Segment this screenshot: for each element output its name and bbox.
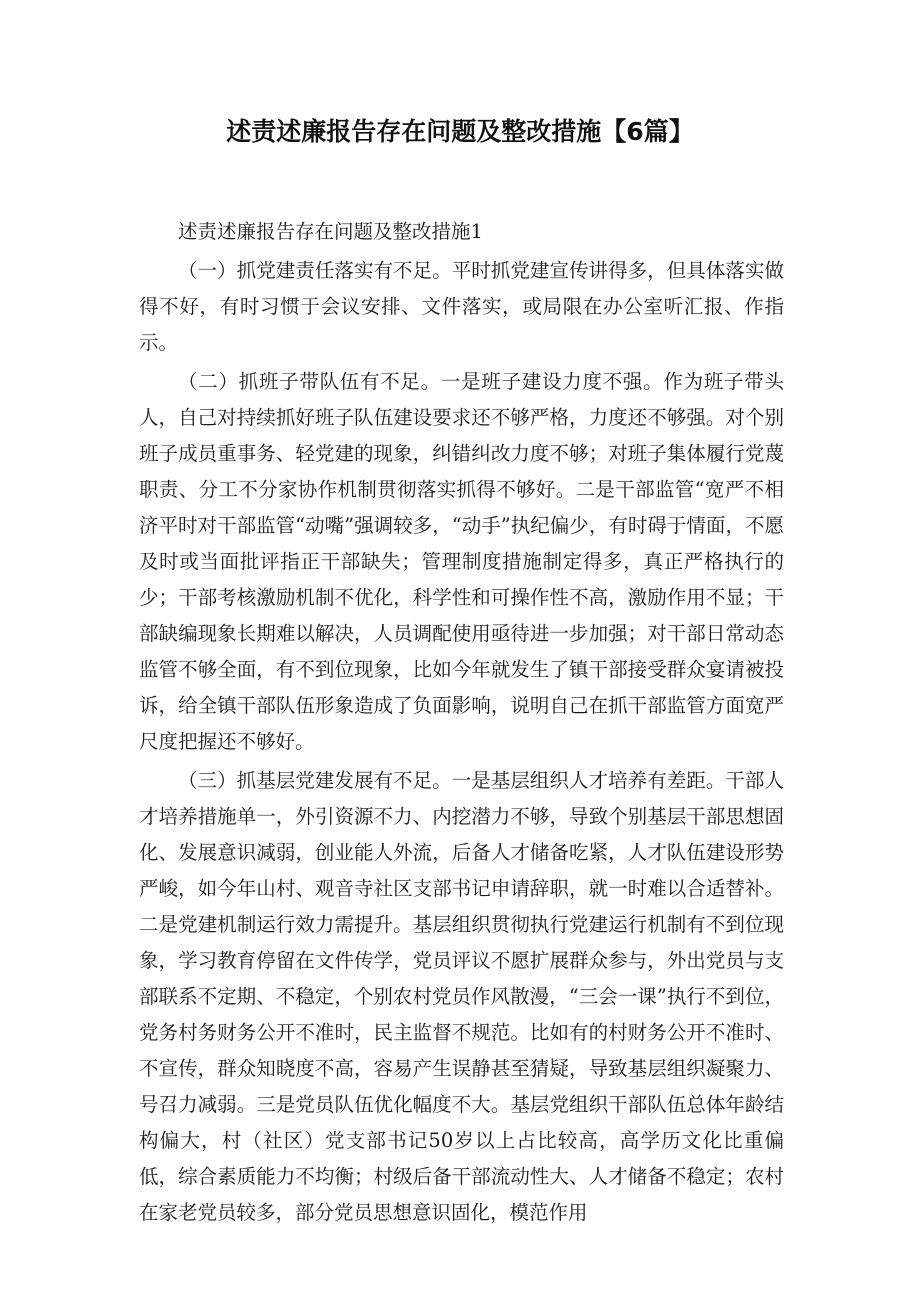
document-title: 述责述廉报告存在问题及整改措施【6篇】 [226, 117, 694, 146]
section-heading: 述责述廉报告存在问题及整改措施1 [178, 220, 483, 243]
paragraph-3: （三）抓基层党建发展有不足。一是基层组织人才培养有差距。干部人才培养措施单一，外引资源不力、内挖潜力不够，导致个别基层干部思想固化、发展意识减弱，创业能人外流，后备人才储备吃紧，人才队伍建设形势严峻，如今年山村、观音寺社区支部书记申请辞职，就一时难以合适替补。二是党建机制运行效力需提升。基层组织贯彻执行党建运行机制有不到位现象，学习教育停留在文件传学，党员评议不愿扩展群众参与，外出党员与支部联系不定期、不稳定，个别农村党员作风散漫，“三会一课”执行不到位，党务村务财务公开不准时，民主监督不规范。比如有的村财务公开不准时、不宣传，群众知晓度不高，容易产生误静甚至猜疑，导致基层组织凝聚力、号召力减弱。三是党员队伍优化幅度不大。基层党组织干部队伍总体年龄结构偏大，村（社区）党支部书记50岁以上占比较高，高学历文化比重偏低，综合素质能力不均衡；村级后备干部流动性大、人才储备不稳定；农村在家老党员较多，部分党员思想意识固化，模范作用 [139, 769, 784, 1224]
paragraph-2: （二）抓班子带队伍有不足。一是班子建设力度不强。作为班子带头人，自己对持续抓好班子队伍建设要求还不够严格，力度还不够强。对个别班子成员重事务、轻党建的现象，纠错纠改力度不够；对班子集体履行党蔑职责、分工不分家协作机制贯彻落实抓得不够好。二是干部监管“宽严不相济平时对干部监管“动嘴”强调较多，“动手”执纪偏少，有时碍于情面，不愿及时或当面批评指正干部缺失；管理制度措施制定得多，真正严格执行的少；干部考核激励机制不优化，科学性和可操作性不高，激励作用不显；干部缺编现象长期难以解决，人员调配使用亟待进一步加强；对干部日常动态监管不够全面，有不到位现象，比如今年就发生了镇干部接受群众宴请被投诉，给全镇干部队伍形象造成了负面影响，说明自己在抓干部监管方面宽严尺度把握还不够好。 [139, 370, 784, 753]
paragraph-1: （一）抓党建责任落实有不足。平时抓党建宣传讲得多，但具体落实做得不好，有时习惯于会议安排、文件落实，或局限在办公室听汇报、作指示。 [139, 259, 784, 354]
document-body [139, 214, 784, 1231]
